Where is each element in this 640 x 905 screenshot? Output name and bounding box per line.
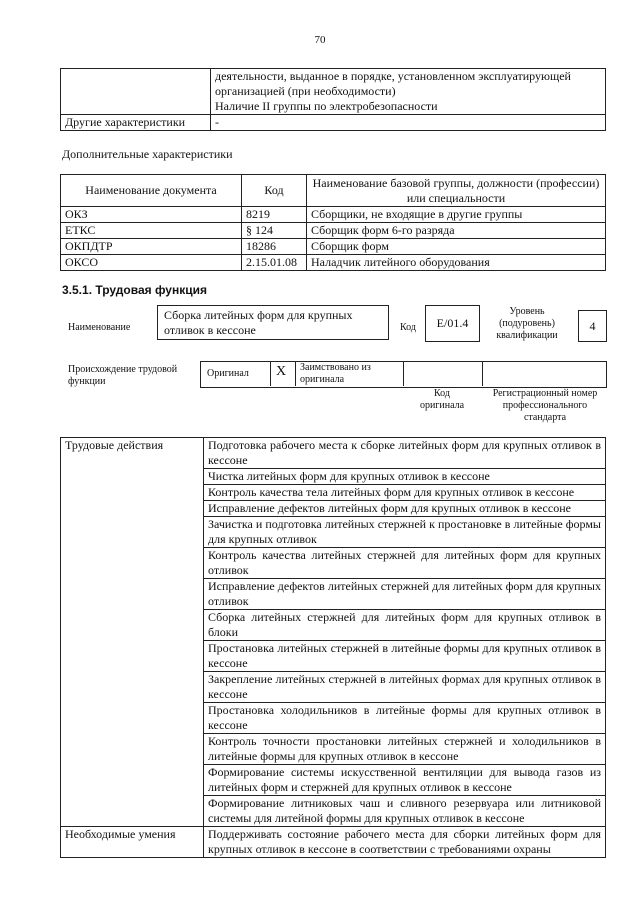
table-row [61, 69, 606, 115]
code-original-label: Код оригинала [419, 388, 465, 411]
code-cell: § 124 [242, 223, 307, 239]
name-cell: Сборщик форм 6-го разряда [307, 223, 606, 239]
doc-cell: ОКСО [61, 255, 242, 271]
electrical-safety-text: Наличие II группы по электробезопасности [215, 99, 438, 113]
action-item: Исправление дефектов литейных стержней для литейных форм для крупных отливок [204, 579, 606, 610]
origin-label: Происхождение трудовой функции [68, 364, 178, 387]
other-characteristics-label: Другие характеристики [61, 115, 211, 131]
origin-divider [295, 361, 296, 386]
origin-divider [403, 361, 404, 386]
other-characteristics-value: - [211, 115, 606, 131]
borrowed-label: Заимствовано из оригинала [300, 362, 371, 385]
doc-cell: ОКПДТР [61, 239, 242, 255]
extra-characteristics-title: Дополнительные характеристики [62, 147, 233, 161]
code-cell: 2.15.01.08 [242, 255, 307, 271]
action-item: Закрепление литейных стержней в литейных формах для крупных отливок в кессоне [204, 672, 606, 703]
action-item: Простановка литейных стержней в литейные формы для крупных отливок в кессоне [204, 641, 606, 672]
skills-label: Необходимые умения [61, 827, 204, 858]
col-header-group-name: Наименование базовой группы, должности (профессии) или специальности [307, 175, 606, 207]
table-row [61, 827, 606, 858]
action-item: Контроль точности простановки литейных стержней и холодильников в литейные формы для крупных отливок в кессоне [204, 734, 606, 765]
name-cell: Сборщик форм [307, 239, 606, 255]
level-box [578, 310, 607, 342]
level-label: Уровень (подуровень) квалификации [496, 306, 558, 341]
action-item: Зачистка и подготовка литейных стержней к простановке в литейные формы для крупных отливок [204, 517, 606, 548]
table-row [61, 115, 606, 131]
extra-characteristics-table [60, 174, 606, 271]
original-label: Оригинал [207, 368, 249, 379]
col-header-code: Код [242, 175, 307, 207]
name-cell: Наладчик литейного оборудования [307, 255, 606, 271]
table-row [61, 207, 606, 223]
function-name-box [157, 305, 389, 340]
action-item: Контроль качества литейных стержней для литейных форм для крупных отливок [204, 548, 606, 579]
col-header-document: Наименование документа [61, 175, 242, 207]
section-heading: 3.5.1. Трудовая функция [62, 283, 207, 297]
code-cell: 18286 [242, 239, 307, 255]
doc-cell: ОКЗ [61, 207, 242, 223]
level-value: 4 [589, 319, 596, 333]
origin-divider [482, 361, 483, 386]
action-item: Исправление дефектов литейных форм для крупных отливок в кессоне [204, 501, 606, 517]
origin-divider [270, 361, 271, 386]
table-row [61, 255, 606, 271]
requirements-cell [211, 69, 606, 115]
table-row [61, 223, 606, 239]
code-cell: 8219 [242, 207, 307, 223]
action-item: Формирование литниковых чаш и сливного резервуара или литниковой системы для литейной формы для крупных отливок в кессоне [204, 796, 606, 827]
page-number: 70 [314, 34, 326, 46]
action-item: Простановка холодильников в литейные формы для крупных отливок в кессоне [204, 703, 606, 734]
table-row [61, 438, 606, 469]
action-item: Сборка литейных стержней для литейных форм для крупных отливок в блоки [204, 610, 606, 641]
function-name-value: Сборка литейных форм для крупных отливок в кессоне [164, 308, 353, 337]
name-label: Наименование [68, 322, 131, 333]
name-cell: Сборщики, не входящие в другие группы [307, 207, 606, 223]
code-label: Код [400, 322, 416, 333]
reg-number-label: Регистрационный номер профессионального стандарта [492, 388, 598, 423]
qualification-requirements-table [60, 68, 606, 131]
action-item: Чистка литейных форм для крупных отливок в кессоне [204, 469, 606, 485]
original-mark: X [276, 364, 287, 379]
table-header-row [61, 175, 606, 207]
action-item: Формирование системы искусственной вентиляции для вывода газов из литейных форм и стержней для крупных отливок в кессоне [204, 765, 606, 796]
doc-cell: ЕТКС [61, 223, 242, 239]
skill-item: Поддерживать состояние рабочего места для сборки литейных форм для крупных отливок в кессоне в соответствии с требованиями охраны [204, 827, 606, 858]
action-item: Контроль качества тела литейных форм для крупных отливок в кессоне [204, 485, 606, 501]
action-item: Подготовка рабочего места к сборке литейных форм для крупных отливок в кессоне [204, 438, 606, 469]
table-row [61, 239, 606, 255]
function-code-value: E/01.4 [436, 316, 469, 330]
labor-actions-table [60, 437, 606, 858]
labor-actions-label: Трудовые действия [61, 438, 204, 827]
empty-label-cell [61, 69, 211, 115]
function-code-box [425, 305, 480, 342]
requirements-text: деятельности, выданное в порядке, установленном эксплуатирующей организацией (при необходимости) [215, 69, 571, 98]
